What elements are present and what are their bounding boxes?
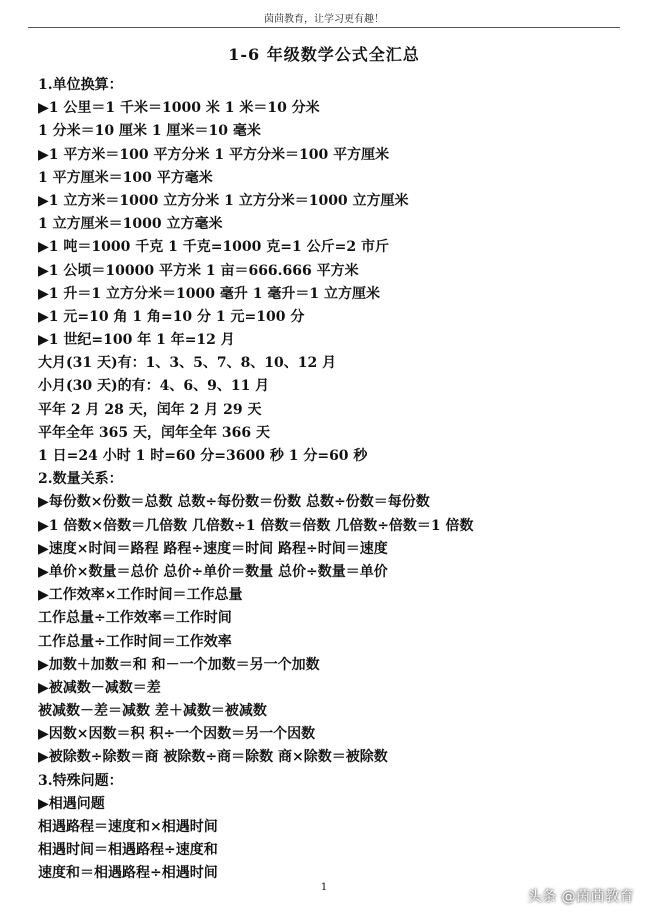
page-number: 1 [320, 882, 328, 893]
content-line: ▶速度×时间＝路程 路程÷速度＝时间 路程÷时间＝速度 [38, 540, 388, 557]
content-line: ▶被除数÷除数＝商 被除数÷商＝除数 商×除数＝被除数 [38, 749, 388, 766]
content-line: ▶1 吨＝1000 千克 1 千克=1000 克=1 公斤=2 市斤 [38, 239, 389, 256]
document-title: 1-6 年级数学公式全汇总 [228, 45, 420, 64]
content-line: ▶1 平方米＝100 平方分米 1 平方分米＝100 平方厘米 [38, 146, 390, 163]
content-line: 2.数量关系： [38, 471, 123, 488]
content-line: ▶单价×数量＝总价 总价÷单价＝数量 总价÷数量＝单价 [38, 563, 388, 580]
content-line: 速度和＝相遇路程÷相遇时间 [38, 865, 218, 882]
content-line: ▶相遇问题 [38, 795, 105, 812]
content-line: 平年全年 365 天，闰年全年 366 天 [38, 424, 270, 441]
content-line: ▶1 倍数×倍数＝几倍数 几倍数÷1 倍数＝倍数 几倍数÷倍数＝1 倍数 [38, 517, 474, 534]
content-line: 1 分米＝10 厘米 1 厘米＝10 毫米 [38, 123, 261, 140]
content-line: 1 日=24 小时 1 时=60 分=3600 秒 1 分=60 秒 [38, 448, 368, 464]
formula-list [38, 74, 618, 886]
content-line: 1 平方厘米＝100 平方毫米 [38, 169, 213, 186]
content-line: ▶被减数－减数＝差 [38, 679, 161, 696]
content-line: ▶1 立方米＝1000 立方分米 1 立方分米＝1000 立方厘米 [38, 192, 409, 209]
content-line: 相遇路程＝速度和×相遇时间 [38, 819, 218, 835]
content-line: 相遇时间＝相遇路程÷速度和 [38, 842, 218, 859]
content-line: ▶1 世纪=100 年 1 年=12 月 [38, 332, 235, 349]
content-line: 大月(31 天)有：1、3、5、7、8、10、12 月 [38, 355, 337, 372]
content-line: ▶1 元=10 角 1 角=10 分 1 元=100 分 [38, 308, 305, 325]
content-line: ▶1 公顷＝10000 平方米 1 亩＝666.666 平方米 [38, 262, 359, 279]
header-divider [28, 27, 620, 28]
content-line: 3.特殊问题： [38, 772, 123, 789]
content-line: 平年 2 月 28 天，闰年 2 月 29 天 [38, 401, 262, 418]
content-line: 1 立方厘米＝1000 立方毫米 [38, 216, 223, 233]
header-note: 茵茴教育，让学习更有趣！ [264, 14, 384, 25]
content-line: ▶1 升＝1 立方分米＝1000 毫升 1 毫升＝1 立方厘米 [38, 285, 380, 302]
content-line: ▶每份数×份数＝总数 总数÷每份数＝份数 总数÷份数＝每份数 [38, 494, 430, 511]
watermark: 头条 @茵茴教育 [527, 889, 634, 905]
content-line: 工作总量÷工作时间＝工作效率 [38, 633, 232, 650]
content-line: 1.单位换算： [38, 77, 123, 93]
content-line: 工作总量÷工作效率＝工作时间 [38, 610, 232, 627]
content-line: ▶加数＋加数＝和 和－一个加数＝另一个加数 [38, 656, 320, 673]
content-line: ▶1 公里＝1 千米＝1000 米 1 米＝10 分米 [38, 100, 320, 117]
content-line: ▶工作效率×工作时间＝工作总量 [38, 587, 243, 604]
content-line: ▶因数×因数＝积 积÷一个因数＝另一个因数 [38, 726, 316, 743]
content-line: 小月(30 天)的有：4、6、9、11 月 [38, 378, 270, 395]
content-line: 被减数－差＝减数 差＋减数＝被减数 [38, 703, 267, 720]
